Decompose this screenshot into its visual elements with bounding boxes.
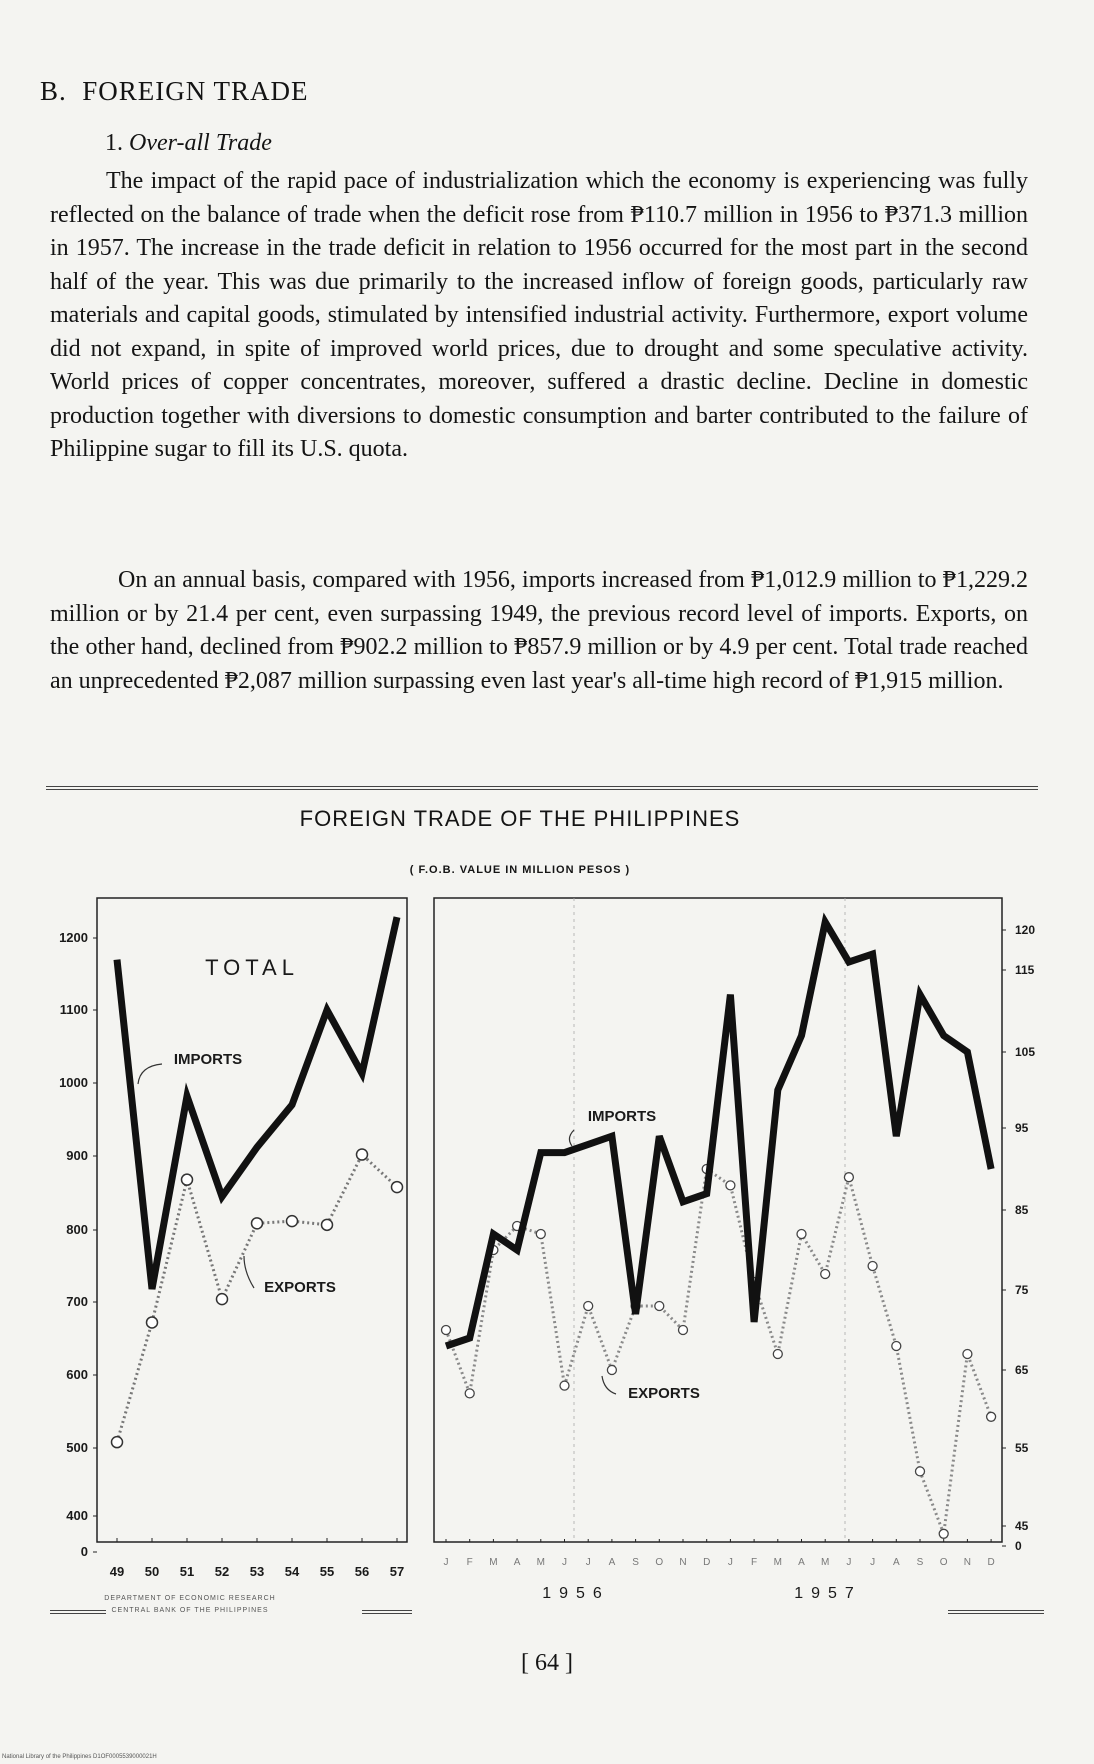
left-x-tick-label: 53 [249, 1564, 265, 1579]
right-x-tick-label: S [916, 1557, 924, 1568]
left-y-tick-label: 800 [66, 1222, 88, 1237]
credit-line-1: DEPARTMENT OF ECONOMIC RESEARCH [104, 1595, 276, 1602]
left-y-tick-label: 0 [80, 1544, 88, 1559]
bottom-rule-right [948, 1610, 1044, 1614]
right-exports-point [726, 1181, 735, 1190]
right-y-tick-label: 55 [1015, 1441, 1029, 1455]
right-exports-point [536, 1230, 545, 1239]
left-exports-point [252, 1218, 263, 1229]
right-x-tick-label: D [987, 1557, 995, 1568]
right-exports-point [442, 1326, 451, 1335]
right-y-tick-label: 105 [1015, 1045, 1036, 1059]
right-x-tick-label: M [773, 1557, 782, 1568]
subsection-number: 1. [105, 130, 123, 156]
section-title: FOREIGN TRADE [82, 76, 309, 106]
right-exports-point [939, 1529, 948, 1538]
right-exports-leader [602, 1376, 616, 1394]
right-x-tick-label: J [727, 1557, 733, 1568]
right-x-tick-label: A [798, 1557, 805, 1568]
left-imports-leader [138, 1064, 162, 1084]
right-exports-point [892, 1342, 901, 1351]
right-y-tick-label: 0 [1015, 1539, 1022, 1553]
right-exports-point [584, 1302, 593, 1311]
right-imports-line [446, 922, 991, 1346]
left-exports-point [112, 1437, 123, 1448]
bottom-rule-left [50, 1610, 106, 1614]
left-exports-point [322, 1219, 333, 1230]
left-y-tick-label: 600 [66, 1367, 88, 1382]
right-x-tick-label: A [608, 1557, 616, 1568]
right-exports-point [655, 1302, 664, 1311]
right-x-tick-label: J [443, 1557, 449, 1568]
library-stamp: National Library of the Philippines D1OF0005539000021H [2, 1754, 157, 1760]
paragraph-1: The impact of the rapid pace of industrialization which the economy is experiencing was fully reflected on the balance of trade when the deficit rose from ₱110.7 million in 1956 to ₱371.3 million in 1957. The increase in the trade deficit in relation to 1956 occurred for the most part in the second half of the year. This was due primarily to the increased inflow of foreign goods, particularly raw materials and capital goods, stimulated by intensified industrial activity. Furthermore, export volume did not expand, in spite of improved world prices, due to drought and some speculative activity. World prices of copper concentrates, moreover, suffered a drastic decline. Decline in domestic production together with diversions to domestic consumption and barter contributed to the failure of Philippine sugar to fill its U.S. quota. [50, 168, 1028, 462]
right-x-tick-label: J [562, 1557, 567, 1568]
right-exports-point [797, 1230, 806, 1239]
left-x-tick-label: 56 [354, 1564, 370, 1579]
paragraph-2: On an annual basis, compared with 1956, imports increased from ₱1,012.9 million to ₱1,229.2 million or by 21.4 per cent, even surpassing 1949, the previous record level of imports. Exports, on the other hand, declined from ₱902.2 million to ₱857.9 million or by 4.9 per cent. Total trade reached an unprecedented ₱2,087 million surpassing even last year's all-time high record of ₱1,915 million. [50, 567, 1028, 694]
right-x-tick-label: A [892, 1557, 900, 1568]
right-x-tick-label: O [655, 1557, 664, 1568]
left-y-tick-label: 400 [66, 1508, 88, 1523]
right-exports-point [773, 1350, 782, 1359]
right-exports-point [821, 1270, 830, 1279]
left-x-tick-label: 54 [284, 1564, 300, 1579]
right-exports-point [465, 1389, 474, 1398]
left-y-tick-label: 900 [66, 1148, 88, 1163]
right-exports-point [916, 1467, 925, 1476]
right-x-tick-label: J [846, 1557, 852, 1568]
credit-line-2: CENTRAL BANK OF THE PHILIPPINES [111, 1607, 269, 1614]
chart-title: FOREIGN TRADE OF THE PHILIPPINES [299, 806, 741, 831]
right-exports-point [607, 1366, 616, 1375]
right-exports-point [679, 1326, 688, 1335]
right-y-tick-label: 95 [1015, 1121, 1029, 1135]
right-y-tick-label: 75 [1015, 1283, 1029, 1297]
right-exports-point [560, 1381, 569, 1390]
right-y-tick-label: 45 [1015, 1519, 1029, 1533]
left-exports-leader [244, 1256, 254, 1288]
left-exports-point [147, 1317, 158, 1328]
left-exports-point [182, 1174, 193, 1185]
right-x-tick-label: O [939, 1557, 948, 1568]
right-y-tick-label: 65 [1015, 1363, 1029, 1377]
right-x-tick-label: M [536, 1557, 545, 1568]
left-x-tick-label: 57 [389, 1564, 405, 1579]
left-exports-point [357, 1149, 368, 1160]
right-year-1957: 1957 [794, 1585, 862, 1602]
right-y-tick-label: 120 [1015, 923, 1036, 937]
right-x-tick-label: A [513, 1557, 521, 1568]
right-x-tick-label: F [751, 1557, 758, 1568]
left-x-tick-label: 55 [319, 1564, 335, 1579]
left-y-tick-label: 1100 [59, 1002, 88, 1017]
left-imports-label: IMPORTS [173, 1051, 243, 1068]
right-x-tick-label: N [679, 1557, 687, 1568]
left-exports-point [287, 1216, 298, 1227]
left-y-tick-label: 500 [66, 1440, 88, 1455]
left-exports-label: EXPORTS [264, 1279, 336, 1296]
left-exports-line [117, 1155, 397, 1443]
right-x-tick-label: S [632, 1557, 639, 1568]
right-imports-leader [569, 1130, 574, 1146]
page-number: [ 64 ] [521, 1650, 573, 1676]
chart-subtitle: ( F.O.B. VALUE IN MILLION PESOS ) [409, 864, 631, 876]
left-y-tick-label: 1000 [59, 1075, 88, 1090]
left-y-tick-label: 700 [66, 1294, 88, 1309]
left-x-tick-label: 52 [214, 1564, 230, 1579]
right-imports-label: IMPORTS [587, 1108, 657, 1125]
right-y-tick-label: 115 [1015, 963, 1035, 977]
right-y-tick-label: 85 [1015, 1203, 1029, 1217]
section-letter: B. [40, 76, 67, 106]
left-x-tick-label: 50 [144, 1564, 160, 1579]
left-x-tick-label: 51 [179, 1564, 195, 1579]
left-exports-point [217, 1294, 228, 1305]
bottom-rule-middle [362, 1610, 412, 1614]
right-x-tick-label: J [585, 1557, 591, 1568]
left-panel-label: TOTAL [205, 955, 299, 980]
right-x-tick-label: D [703, 1557, 711, 1568]
left-y-tick-label: 1200 [59, 930, 88, 945]
right-year-1956: 1956 [542, 1585, 610, 1602]
left-x-tick-label: 49 [109, 1564, 125, 1579]
right-x-tick-label: J [870, 1557, 876, 1568]
right-exports-point [844, 1173, 853, 1182]
right-x-tick-label: M [821, 1557, 830, 1568]
right-exports-point [963, 1350, 972, 1359]
right-exports-point [868, 1262, 877, 1271]
right-exports-label: EXPORTS [628, 1385, 700, 1402]
right-x-tick-label: M [489, 1557, 498, 1568]
right-exports-point [987, 1412, 996, 1421]
subsection-title: Over-all Trade [129, 130, 272, 156]
right-exports-line [446, 1169, 991, 1534]
right-x-tick-label: N [963, 1557, 972, 1568]
right-x-tick-label: F [466, 1557, 473, 1568]
left-exports-point [392, 1182, 403, 1193]
